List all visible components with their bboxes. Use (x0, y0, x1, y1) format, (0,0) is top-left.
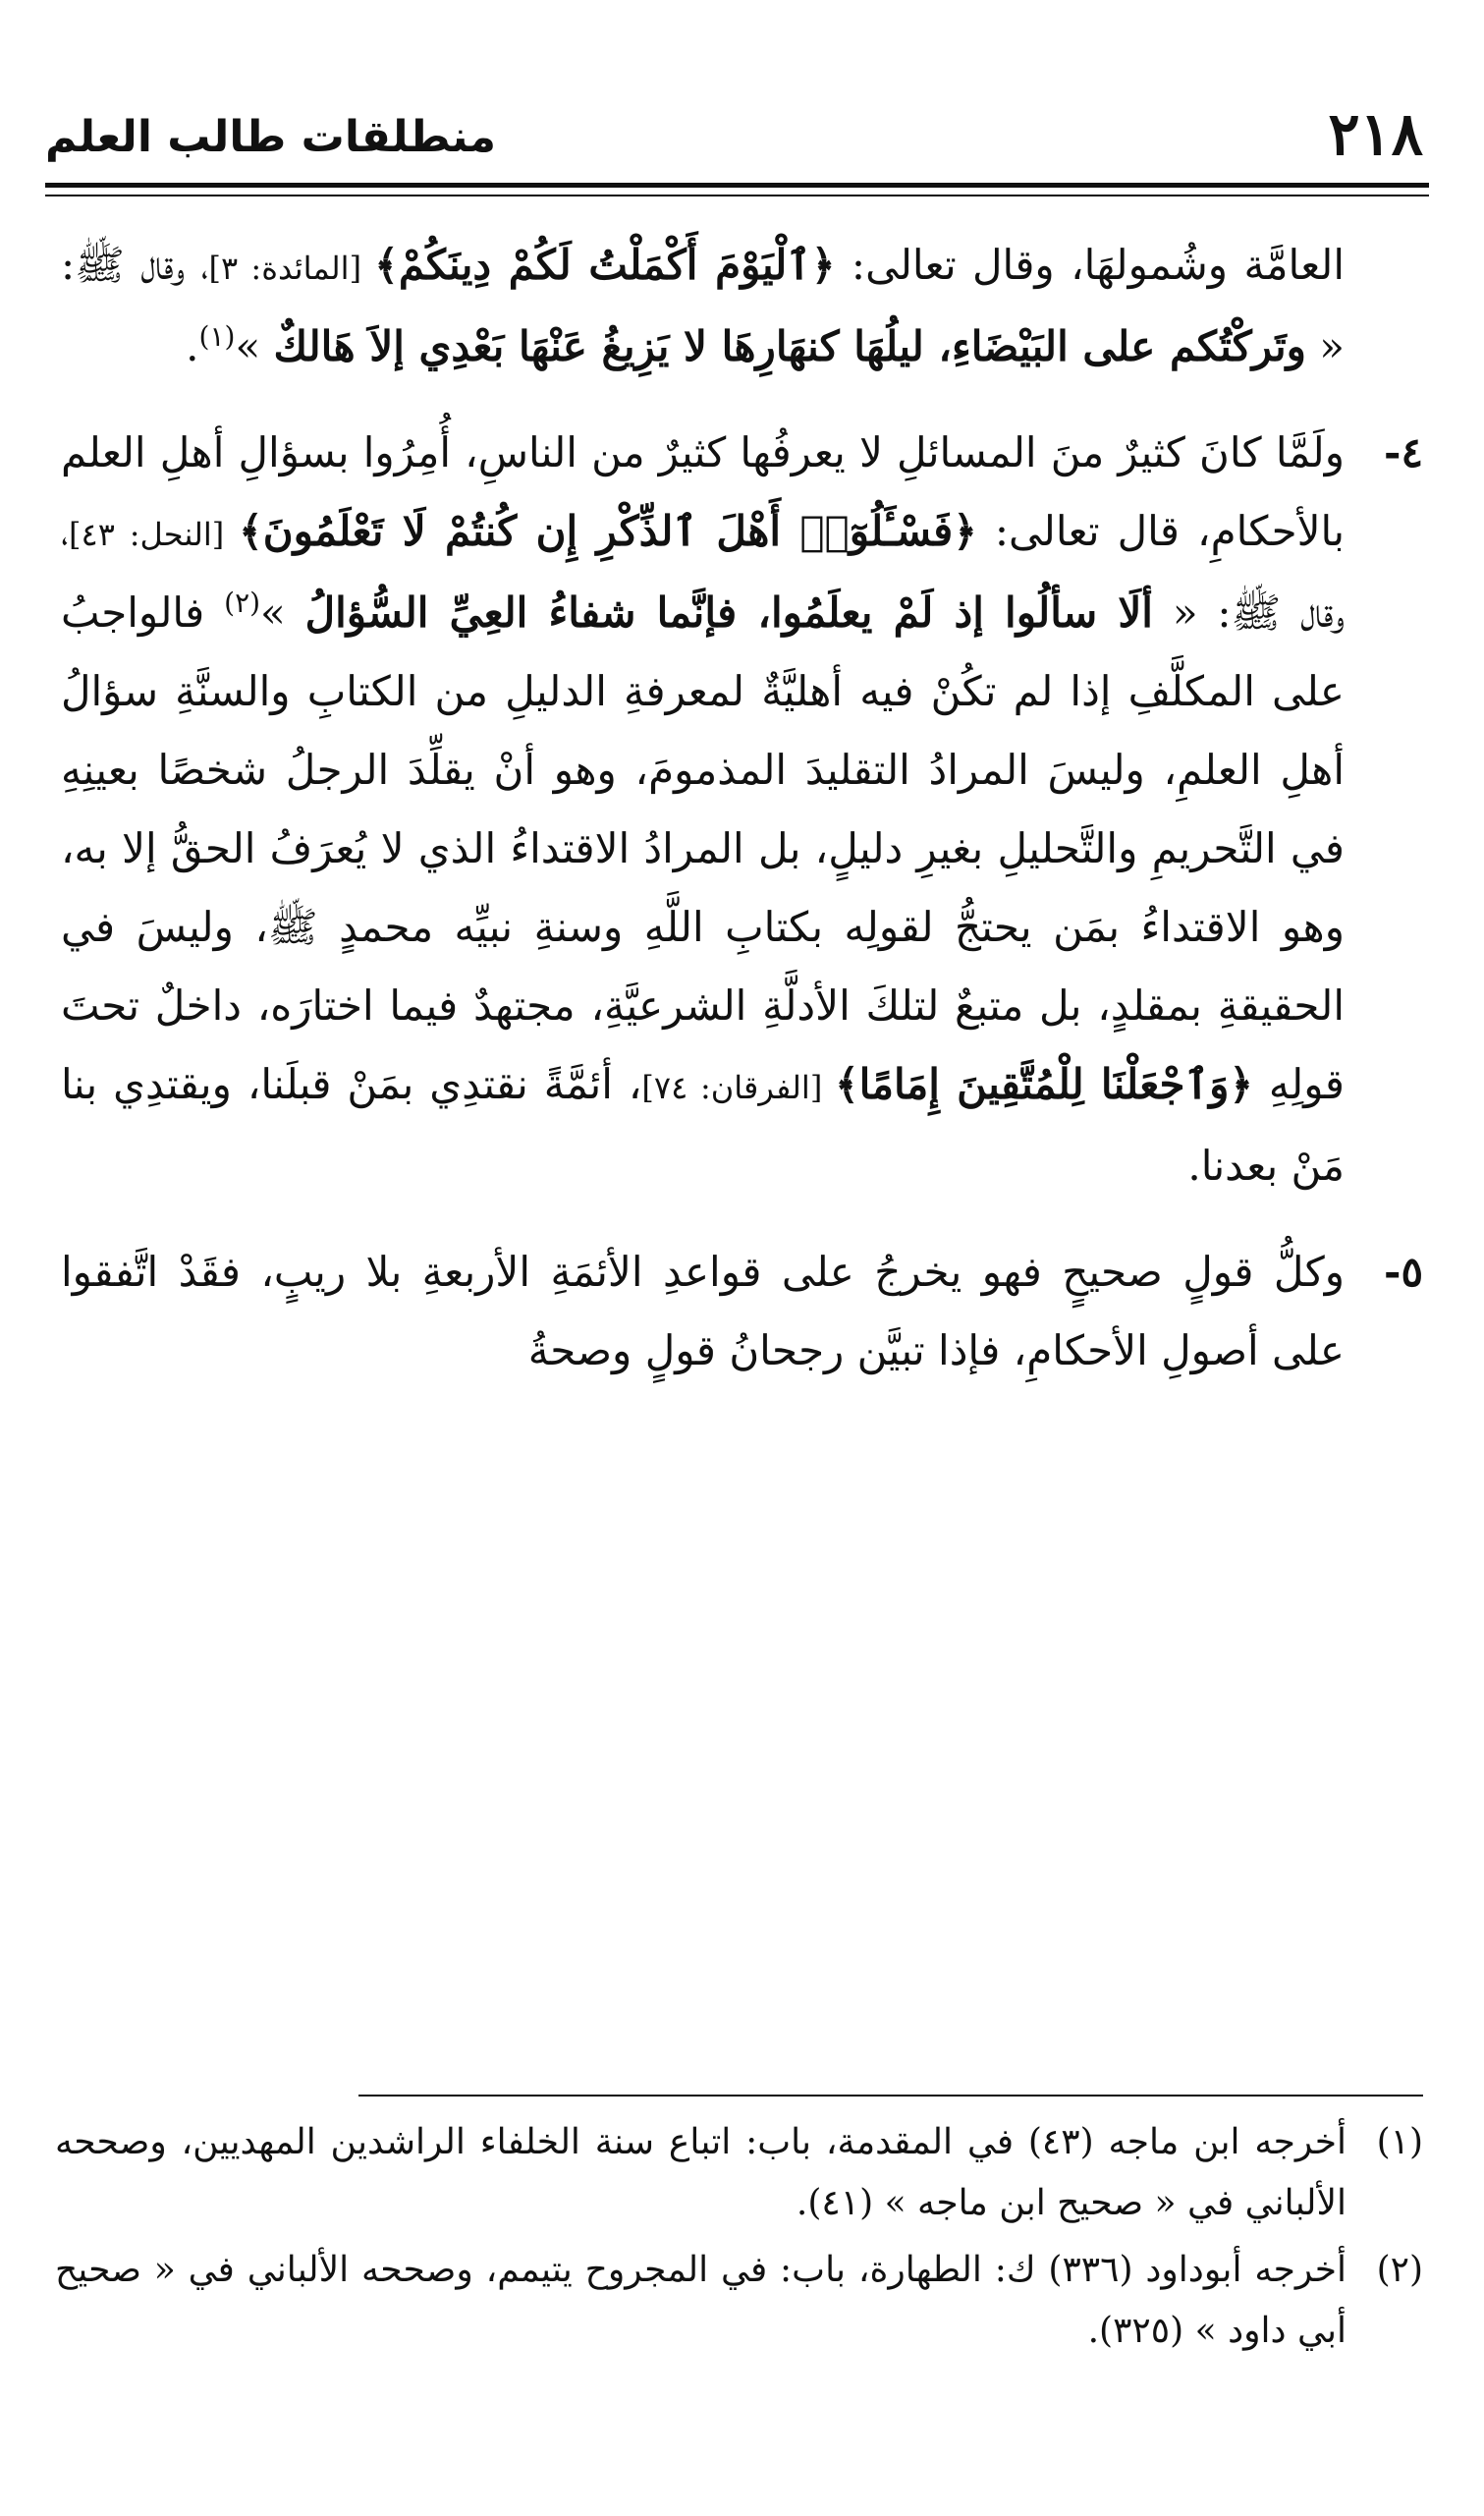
hadith-quote: ألَا سألُوا إذ لَمْ يعلَمُوا، فإنَّما شفاءُ العِيِّ السُّؤالُ (304, 588, 1153, 637)
continued-paragraph (61, 226, 1423, 386)
numbered-item (61, 1233, 1423, 1390)
header-rule-thick (45, 183, 1429, 188)
text-run: . (186, 322, 199, 370)
text-run: » (235, 322, 274, 370)
quran-verse: ﴿وَٱجْعَلْنَا لِلْمُتَّقِينَ إِمَامًا﴾ (835, 1060, 1253, 1108)
main-text (61, 226, 1423, 1418)
footnote-number: (٢) (1376, 2250, 1423, 2290)
text-run: فالواجبُ على المكلَّفِ إذا لم تكُنْ فيه أهليَّةٌ لمعرفةِ الدليلِ من الكتابِ والسنَّةِ سؤالُ أهلِ العلمِ، وليسَ المرادُ التقليدَ المذمومَ، وهو أنْ يقلِّدَ الرجلُ شخصًا بعينِهِ في التَّحريمِ والتَّحليلِ بغيرِ دليلٍ، بل المرادُ الاقتداءُ الذي لا يُعرَفُ الحقُّ إلا به، وهو الاقتداءُ بمَن يحتجُّ لقولِه بكتابِ اللَّهِ وسنةِ نبيِّه محمدٍ ﷺ، وليسَ في الحقيقةِ بمقلدٍ، بل متبعٌ لتلكَ الأدلَّةِ الشرعيَّةِ، مجتهدٌ فيما اختارَه، داخلٌ تحتَ قولِهِ (61, 588, 1345, 1108)
page-header (45, 90, 1423, 179)
footnote-number: (١) (1376, 2122, 1423, 2162)
verse-reference: [النحل: ٤٣] (69, 516, 240, 553)
text-run: ، وقال ﷺ: « (61, 507, 1346, 637)
quran-verse: ﴿ٱلْيَوْمَ أَكْمَلْتُ لَكُمْ دِينَكُمْ﴾ (374, 241, 836, 289)
text-run: ، أئمَّةً نقتدِي بمَنْ قبلَنا، ويقتدِي بنا مَنْ بعدنا. (61, 1060, 1345, 1190)
footnotes (55, 2112, 1423, 2368)
item-text: وكلُّ قولٍ صحيحٍ فهو يخرجُ على قواعدِ الأئمَةِ الأربعةِ بلا ريبٍ، فقَدْ اتَّفقوا على أصولِ الأحكامِ، فإذا تبيَّن رجحانُ قولٍ وصحةُ (61, 1248, 1345, 1374)
footnote (55, 2112, 1423, 2234)
verse-reference: [الفرقان: ٧٤] (641, 1069, 836, 1106)
footnote-separator (358, 2095, 1423, 2097)
text-run: العامَّة وشُمولهَا، وقال تعالى: (835, 241, 1345, 289)
header-rule-thin (45, 195, 1429, 196)
footnote-text: أخرجه ابن ماجه (٤٣) في المقدمة، باب: اتباع سنة الخلفاء الراشدين المهديين، وصححه الألباني في « صحيح ابن ماجه » (٤١). (55, 2122, 1347, 2223)
footnote-marker: (١) (198, 320, 236, 353)
running-book-title: منطلقات طالب العلم (45, 112, 497, 162)
text-run: ، وقال ﷺ: « (61, 241, 1345, 370)
item-number: ٥- (1384, 1248, 1423, 1296)
footnote-marker: (٢) (224, 587, 261, 619)
numbered-item (61, 414, 1423, 1205)
text-run: ولَمَّا كانَ كثيرٌ منَ المسائلِ لا يعرفُها كثيرٌ من الناسِ، أُمِرُوا بسؤالِ أهلِ العلم بالأحكامِ، قال تعالى: (61, 428, 1346, 555)
verse-reference: [المائدة: ٣] (208, 250, 375, 287)
page-number: ٢١٨ (1328, 100, 1423, 169)
item-text (61, 414, 1345, 1205)
footnote-text: أخرجه أبوداود (٣٣٦) ك: الطهارة، باب: في المجروح يتيمم، وصححه الألباني في « صحيح أبي داود » (٣٢٥). (55, 2250, 1347, 2351)
item-number: ٤- (1384, 428, 1423, 476)
footnote (55, 2240, 1423, 2362)
quran-verse: ﴿فَسْـَٔلُوٓا۟ أَهْلَ ٱلذِّكْرِ إِن كُنتُمْ لَا تَعْلَمُونَ﴾ (239, 507, 977, 555)
text-run: » (260, 588, 305, 637)
hadith-quote: وتَركْتُكم على البَيْضَاءِ، ليلُهَا كنهَارِهَا لا يَزِيغُ عَنْهَا بَعْدِي إلاَ هَالكٌ (273, 322, 1306, 370)
